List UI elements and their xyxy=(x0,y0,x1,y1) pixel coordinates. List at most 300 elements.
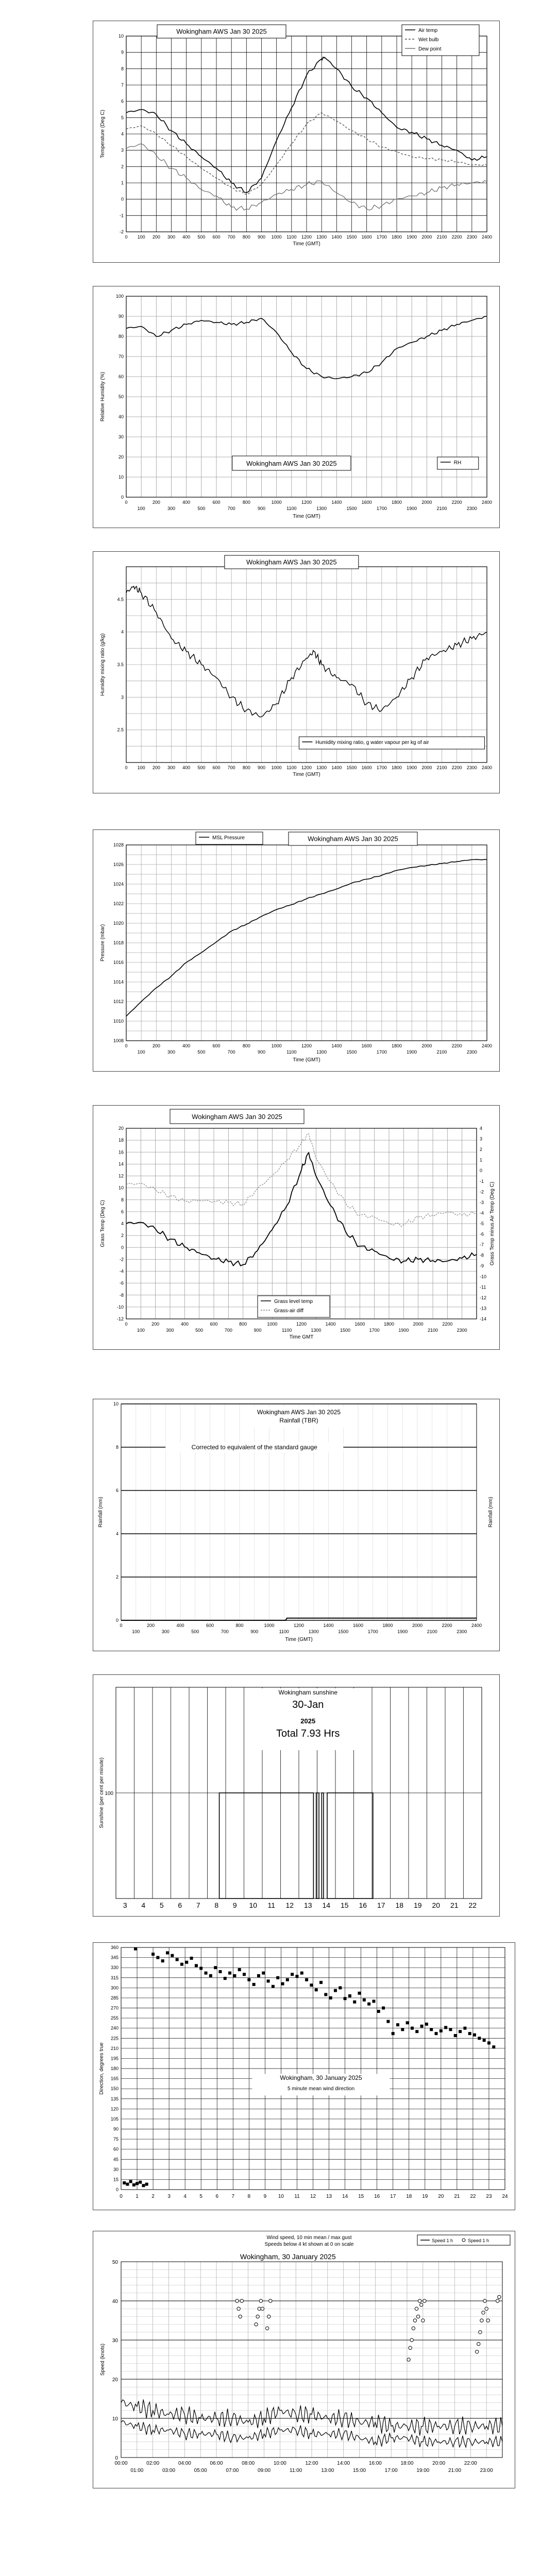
x-tick-label: 04:00 xyxy=(178,2461,191,2466)
y-tick-label: 60 xyxy=(118,374,124,379)
direction-point xyxy=(228,1972,231,1975)
x-tick-label: 1800 xyxy=(391,500,402,505)
pressure-chart xyxy=(93,829,500,1072)
x-tick-label: 1300 xyxy=(316,765,327,770)
x-tick-label: 1700 xyxy=(376,234,387,240)
y-tick-label: 30 xyxy=(113,2166,119,2172)
x-tick-label: 1200 xyxy=(296,1321,307,1327)
wind-speed-chart xyxy=(93,2231,515,2488)
x-tick-label: 2400 xyxy=(481,500,493,505)
y-tick-label: 255 xyxy=(110,2015,119,2021)
x-tick-label: 1300 xyxy=(316,1049,327,1055)
y-tick-label: 1024 xyxy=(113,882,124,887)
x-tick-label: 17 xyxy=(377,1901,385,1909)
direction-point xyxy=(161,1959,164,1962)
x-tick-label: 900 xyxy=(253,1328,262,1333)
direction-point xyxy=(411,2027,414,2030)
x-tick-label: 20 xyxy=(432,1901,441,1909)
x-tick-label: 13:00 xyxy=(321,2468,334,2473)
y-tick-label: 10 xyxy=(118,33,124,39)
panel-border xyxy=(93,1399,500,1651)
y-tick-label: 120 xyxy=(110,2106,119,2112)
direction-point xyxy=(468,2032,471,2035)
x-tick-label: 2300 xyxy=(466,1049,477,1055)
x-tick-label: 19 xyxy=(413,1901,422,1909)
x-tick-label: 19:00 xyxy=(416,2468,430,2473)
x-tick-label: 12 xyxy=(285,1901,294,1909)
direction-point xyxy=(473,2033,476,2037)
direction-point xyxy=(372,1999,375,2003)
x-tick-label: 800 xyxy=(242,234,250,240)
y-tick-label: 2 xyxy=(480,1147,483,1153)
x-tick-label: 14 xyxy=(322,1901,331,1909)
x-tick-label: 1100 xyxy=(286,506,297,511)
x-tick-label: 0 xyxy=(125,765,128,770)
direction-point xyxy=(487,2041,491,2044)
y-tick-label: 225 xyxy=(110,2036,119,2041)
chart-title: Wokingham AWS Jan 30 2025 xyxy=(176,27,267,36)
direction-point xyxy=(224,1977,227,1980)
y-tick-label: 80 xyxy=(118,334,124,339)
x-tick-label: 14 xyxy=(342,2194,348,2199)
x-tick-label: 1500 xyxy=(346,506,357,511)
x-tick-label: 11:00 xyxy=(290,2468,302,2473)
y-tick-label: 4 xyxy=(480,1126,483,1131)
x-tick-label: 7 xyxy=(196,1901,200,1909)
legend-label: Wet bulb xyxy=(418,37,439,43)
sunshine-total: Total 7.93 Hrs xyxy=(276,1728,340,1739)
x-axis-label: Time (GMT) xyxy=(293,514,320,519)
x-tick-label: 0 xyxy=(125,234,128,240)
direction-point xyxy=(415,2030,418,2033)
direction-point xyxy=(319,1981,323,1984)
y-tick-label: 3 xyxy=(480,1136,483,1142)
direction-point xyxy=(286,1978,289,1981)
wind-direction-chart xyxy=(93,1942,515,2210)
x-tick-label: 700 xyxy=(227,506,235,511)
panel-border xyxy=(93,21,500,263)
direction-point xyxy=(492,2045,495,2048)
x-tick-label: 21 xyxy=(450,1901,459,1909)
x-tick-label: 500 xyxy=(197,234,206,240)
y-tick-label: 1 xyxy=(480,1157,483,1163)
gust-point xyxy=(477,2342,480,2345)
x-tick-label: 2200 xyxy=(442,1623,452,1628)
x-tick-label: 6 xyxy=(215,2194,219,2199)
x-tick-label: 600 xyxy=(212,1043,221,1048)
panel-border xyxy=(93,552,500,793)
x-tick-label: 4 xyxy=(141,1901,146,1909)
x-tick-label: 400 xyxy=(180,1321,189,1327)
x-tick-label: 1100 xyxy=(286,765,297,770)
y-tick-label: -2 xyxy=(119,1257,124,1262)
y-tick-label: 50 xyxy=(112,2260,118,2265)
y-tick-label: 360 xyxy=(110,1945,119,1950)
x-tick-label: 1000 xyxy=(271,234,282,240)
x-axis-label: Time (GMT) xyxy=(293,1057,320,1063)
x-tick-label: 20 xyxy=(438,2194,444,2199)
gust-point xyxy=(475,2350,478,2353)
x-tick-label: 0 xyxy=(120,1623,123,1628)
direction-point xyxy=(132,2183,136,2187)
x-tick-label: 1900 xyxy=(407,1049,417,1055)
x-tick-label: 0 xyxy=(125,1043,128,1048)
gust-point xyxy=(261,2307,264,2310)
x-tick-label: 01:00 xyxy=(130,2468,144,2473)
x-tick-label: 20:00 xyxy=(432,2461,446,2466)
direction-point xyxy=(449,2028,452,2031)
y-tick-label: -8 xyxy=(119,1292,124,1298)
gust-point xyxy=(235,2299,239,2302)
x-tick-label: 1400 xyxy=(325,1321,336,1327)
y-tick-label: 10 xyxy=(118,1185,124,1191)
x-tick-label: 1500 xyxy=(338,1629,349,1634)
direction-point xyxy=(195,1964,198,1967)
x-axis-label: Time (GMT) xyxy=(293,241,320,247)
direction-point xyxy=(396,2023,399,2026)
x-tick-label: 1100 xyxy=(286,1049,297,1055)
x-tick-label: 06:00 xyxy=(210,2461,223,2466)
chart-header-line2: Speeds below 4 kt shown at 0 on scale xyxy=(264,2242,354,2247)
x-tick-label: 18 xyxy=(395,1901,404,1909)
y-tick-label: -13 xyxy=(480,1306,487,1311)
gust-point xyxy=(409,2346,412,2349)
direction-point xyxy=(406,2021,409,2024)
x-tick-label: 1900 xyxy=(407,765,417,770)
x-tick-label: 22 xyxy=(468,1901,477,1909)
chart-year: 2025 xyxy=(300,1717,316,1725)
y-tick-label: 100 xyxy=(105,1791,113,1797)
pressure-chart-svg xyxy=(93,829,500,1072)
gust-point xyxy=(483,2299,486,2302)
x-tick-label: 00:00 xyxy=(114,2461,128,2466)
y-tick-label: 4 xyxy=(115,1531,119,1536)
x-tick-label: 700 xyxy=(227,1049,235,1055)
x-tick-label: 800 xyxy=(242,765,250,770)
y-tick-label: 0 xyxy=(121,1245,124,1250)
gust-point xyxy=(479,2331,482,2334)
y-tick-label: 0 xyxy=(121,196,124,202)
gust-point xyxy=(416,2315,419,2318)
direction-point xyxy=(420,2025,424,2028)
x-tick-label: 3 xyxy=(123,1901,127,1909)
gust-point xyxy=(239,2315,242,2318)
x-tick-label: 1400 xyxy=(331,1043,342,1048)
x-tick-label: 2000 xyxy=(421,500,432,505)
x-tick-label: 1 xyxy=(136,2194,139,2199)
gust-point xyxy=(480,2319,483,2322)
x-tick-label: 13 xyxy=(303,1901,312,1909)
y-tick-label: -8 xyxy=(480,1252,484,1258)
x-tick-label: 1400 xyxy=(323,1623,334,1628)
x-tick-label: 300 xyxy=(167,234,176,240)
x-tick-label: 2400 xyxy=(481,765,493,770)
y-tick-label: -2 xyxy=(119,229,124,234)
direction-point xyxy=(272,1985,275,1988)
legend-label: Humidity mixing ratio, g water vapour per kg of air xyxy=(315,740,429,745)
x-tick-label: 2300 xyxy=(457,1629,467,1634)
x-tick-label: 2200 xyxy=(451,1043,462,1048)
x-tick-label: 300 xyxy=(166,1328,174,1333)
y-tick-label: 10 xyxy=(118,474,124,480)
gust-point xyxy=(498,2295,501,2298)
direction-point xyxy=(425,2023,428,2026)
x-tick-label: 1400 xyxy=(331,500,342,505)
y-tick-label: -12 xyxy=(116,1316,124,1321)
y-tick-label: -4 xyxy=(480,1210,484,1216)
gust-point xyxy=(413,2319,416,2322)
x-tick-label: 600 xyxy=(210,1321,218,1327)
y-tick-label: 0 xyxy=(115,1618,119,1623)
x-tick-label: 400 xyxy=(176,1623,184,1628)
y-tick-label: 1028 xyxy=(113,842,124,848)
direction-point xyxy=(214,1966,217,1969)
x-tick-label: 2000 xyxy=(412,1623,423,1628)
y-tick-label: 330 xyxy=(110,1965,119,1971)
gust-point xyxy=(259,2299,262,2302)
x-tick-label: 14:00 xyxy=(337,2461,350,2466)
y-tick-label: 15 xyxy=(113,2177,119,2182)
x-tick-label: 1500 xyxy=(340,1328,351,1333)
gust-point xyxy=(258,2307,261,2310)
y-tick-label: -3 xyxy=(480,1199,484,1205)
x-tick-label: 1800 xyxy=(383,1321,395,1327)
x-tick-label: 1300 xyxy=(316,506,327,511)
y-tick-label: 6 xyxy=(115,1488,119,1493)
x-tick-label: 9 xyxy=(232,1901,237,1909)
direction-point xyxy=(139,2181,142,2184)
x-tick-label: 1200 xyxy=(293,1623,305,1628)
x-tick-label: 2100 xyxy=(436,506,447,511)
direction-point xyxy=(243,1973,246,1976)
direction-point xyxy=(267,1979,270,1982)
wind-speed-chart-svg xyxy=(93,2231,515,2488)
x-tick-label: 17 xyxy=(390,2194,396,2199)
x-tick-label: 1700 xyxy=(376,765,387,770)
y-tick-label: 210 xyxy=(110,2045,119,2051)
gust-point xyxy=(485,2307,488,2310)
direction-point xyxy=(478,2037,481,2040)
direction-point xyxy=(171,1954,174,1957)
x-tick-label: 16 xyxy=(374,2194,380,2199)
x-tick-label: 2300 xyxy=(466,506,477,511)
y-tick-label: -9 xyxy=(480,1263,484,1269)
x-tick-label: 1600 xyxy=(354,1321,365,1327)
x-tick-label: 600 xyxy=(206,1623,214,1628)
y-tick-label: 1026 xyxy=(113,862,124,867)
x-tick-label: 1100 xyxy=(279,1629,289,1634)
x-tick-label: 1800 xyxy=(391,765,402,770)
y-axis-label: Temperature (Deg C) xyxy=(100,110,106,158)
sunshine-chart-svg xyxy=(93,1674,500,1917)
x-tick-label: 8 xyxy=(247,2194,251,2199)
y-tick-label: 8 xyxy=(121,1197,124,1202)
direction-point xyxy=(353,2001,356,2004)
x-tick-label: 1800 xyxy=(382,1623,393,1628)
y-tick-label: 20 xyxy=(118,454,124,460)
legend-label: Air temp xyxy=(418,28,438,33)
x-tick-label: 400 xyxy=(182,500,191,505)
x-tick-label: 1900 xyxy=(407,506,417,511)
grass-temperature-chart-svg xyxy=(93,1105,500,1350)
direction-point xyxy=(300,1972,303,1975)
y-tick-label: 1022 xyxy=(113,901,124,906)
y-axis-label: Sunshine (per cent per minute) xyxy=(99,1757,105,1828)
x-tick-label: 23 xyxy=(486,2194,492,2199)
y-tick-label: 50 xyxy=(118,394,124,399)
x-tick-label: 2100 xyxy=(436,234,447,240)
x-tick-label: 5 xyxy=(159,1901,164,1909)
y-axis-label: Relative Humidity (%) xyxy=(100,371,106,422)
x-tick-label: 300 xyxy=(167,1049,176,1055)
x-tick-label: 500 xyxy=(191,1629,199,1634)
x-tick-label: 9 xyxy=(263,2194,267,2199)
x-tick-label: 1100 xyxy=(281,1328,292,1333)
chart-subtitle: Rainfall (TBR) xyxy=(279,1417,318,1424)
x-tick-label: 1300 xyxy=(316,234,327,240)
x-tick-label: 2300 xyxy=(466,765,477,770)
x-tick-label: 300 xyxy=(161,1629,170,1634)
y-tick-label: 270 xyxy=(110,2005,119,2011)
x-tick-label: 1000 xyxy=(271,765,282,770)
humidity-chart xyxy=(93,286,500,528)
y-tick-label: 20 xyxy=(118,1126,124,1131)
y-tick-label: 7 xyxy=(121,82,124,88)
y-axis-label: Grass Temp (Deg C) xyxy=(100,1200,106,1247)
x-tick-label: 21 xyxy=(454,2194,460,2199)
chart-title: Wokingham, 30 January 2025 xyxy=(280,2074,362,2082)
direction-point xyxy=(136,2182,139,2185)
y-tick-label: 0 xyxy=(480,1168,483,1174)
x-tick-label: 400 xyxy=(182,1043,191,1048)
x-tick-label: 1300 xyxy=(308,1629,319,1634)
direction-point xyxy=(305,1978,308,1981)
x-tick-label: 13 xyxy=(326,2194,332,2199)
direction-point xyxy=(344,1997,347,2000)
y-tick-label: 0 xyxy=(115,2455,118,2461)
y-tick-label: 2 xyxy=(121,1233,124,1239)
x-tick-label: 800 xyxy=(242,500,250,505)
rainfall-chart-svg xyxy=(93,1399,500,1651)
x-tick-label: 1800 xyxy=(391,1043,402,1048)
y-tick-label: 4 xyxy=(121,131,124,137)
y-tick-label: 1012 xyxy=(113,999,124,1004)
temperature-chart xyxy=(93,21,500,263)
direction-point xyxy=(363,1998,366,2002)
x-tick-label: 1700 xyxy=(367,1629,378,1634)
y-tick-label: -14 xyxy=(480,1316,487,1321)
x-tick-label: 1900 xyxy=(398,1328,409,1333)
x-tick-label: 2400 xyxy=(481,234,493,240)
direction-point xyxy=(444,2026,447,2029)
x-tick-label: 2200 xyxy=(451,765,462,770)
x-tick-label: 19 xyxy=(422,2194,428,2199)
direction-point xyxy=(151,1953,155,1956)
direction-point xyxy=(454,2034,457,2037)
y-tick-label: 285 xyxy=(110,1995,119,2001)
x-tick-label: 1700 xyxy=(369,1328,380,1333)
direction-point xyxy=(295,1975,298,1978)
x-tick-label: 200 xyxy=(151,1321,160,1327)
x-axis-label: Time (GMT) xyxy=(285,1637,313,1642)
y-tick-label: -7 xyxy=(480,1242,484,1248)
y-axis-label-right: Rainfall (mm) xyxy=(488,1497,494,1528)
chart-subtitle: 5 minute mean wind direction xyxy=(287,2086,355,2092)
y-tick-label: 90 xyxy=(113,2126,119,2132)
x-tick-label: 200 xyxy=(152,1043,160,1048)
y-tick-label: 8 xyxy=(121,66,124,72)
direction-point xyxy=(233,1974,236,1977)
direction-point xyxy=(310,1984,313,1987)
x-tick-label: 200 xyxy=(152,500,160,505)
x-tick-label: 200 xyxy=(146,1623,155,1628)
x-tick-label: 18 xyxy=(406,2194,412,2199)
direction-point xyxy=(209,1974,212,1977)
gust-point xyxy=(237,2307,240,2310)
y-tick-label: 315 xyxy=(110,1975,119,1980)
chart-title: Wokingham sunshine xyxy=(278,1689,338,1696)
x-tick-label: 16 xyxy=(359,1901,367,1909)
x-tick-label: 2100 xyxy=(427,1629,437,1634)
x-tick-label: 600 xyxy=(212,500,221,505)
direction-point xyxy=(176,1958,179,1961)
direction-point xyxy=(334,1989,337,1992)
x-tick-label: 1400 xyxy=(331,234,342,240)
x-tick-label: 0 xyxy=(125,1321,128,1327)
x-tick-label: 300 xyxy=(167,506,176,511)
y-tick-label: -6 xyxy=(119,1280,124,1286)
y-tick-label: -1 xyxy=(480,1178,484,1184)
legend-label: Speed 1 h xyxy=(432,2238,453,2243)
x-tick-label: 22:00 xyxy=(464,2461,477,2466)
x-tick-label: 700 xyxy=(224,1328,232,1333)
gust-point xyxy=(256,2315,259,2318)
y-tick-label: 9 xyxy=(121,49,124,55)
x-tick-label: 21:00 xyxy=(448,2468,462,2473)
x-tick-label: 15:00 xyxy=(352,2468,366,2473)
x-tick-label: 09:00 xyxy=(257,2468,271,2473)
direction-point xyxy=(156,1956,159,1959)
x-tick-label: 800 xyxy=(242,1043,250,1048)
direction-point xyxy=(435,2032,438,2035)
y-tick-label: 5 xyxy=(121,115,124,121)
y-tick-label: 1020 xyxy=(113,921,124,926)
x-tick-label: 0 xyxy=(120,2194,123,2199)
x-tick-label: 02:00 xyxy=(146,2461,160,2466)
x-tick-label: 1300 xyxy=(311,1328,322,1333)
gust-point xyxy=(269,2299,272,2302)
chart-title: Wokingham AWS Jan 30 2025 xyxy=(257,1409,341,1416)
x-tick-label: 11 xyxy=(294,2194,300,2199)
direction-point xyxy=(329,1996,332,1999)
y-tick-label: 3 xyxy=(121,694,124,700)
y-tick-label: 12 xyxy=(118,1173,124,1179)
x-tick-label: 16:00 xyxy=(368,2461,382,2466)
direction-point xyxy=(291,1973,294,1976)
humidity-chart-svg xyxy=(93,286,500,528)
x-tick-label: 12 xyxy=(310,2194,316,2199)
x-tick-label: 5 xyxy=(199,2194,202,2199)
temperature-chart-svg xyxy=(93,21,500,263)
y-axis-label: Rainfall (mm) xyxy=(98,1497,104,1528)
y-tick-label: 4.5 xyxy=(117,597,124,602)
direction-point xyxy=(247,1978,250,1981)
gust-point xyxy=(418,2299,421,2302)
y-tick-label: 1008 xyxy=(113,1038,124,1043)
y-tick-label: 75 xyxy=(113,2137,119,2142)
x-tick-label: 400 xyxy=(182,234,191,240)
wind-direction-chart-svg xyxy=(93,1942,515,2210)
